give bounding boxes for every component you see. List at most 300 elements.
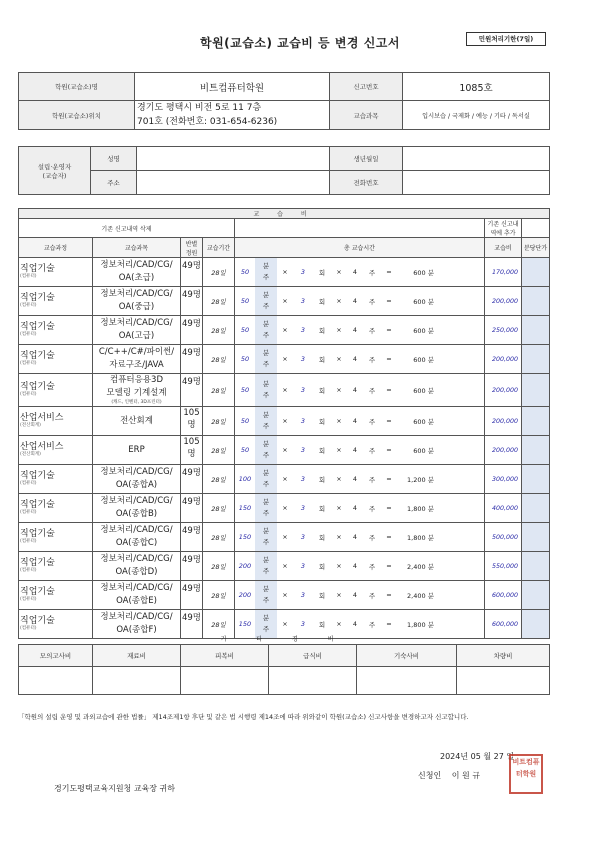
min-week-unit [255, 345, 277, 373]
unit-week: 주 [262, 302, 270, 310]
other-cost-header: 차량비 [457, 644, 550, 666]
unit-min: 분 [262, 262, 270, 270]
table-row [19, 436, 550, 465]
subject-label: 교습과목 [330, 101, 403, 130]
reg-no-label: 신고번호 [330, 73, 403, 101]
min-week-unit [255, 258, 277, 286]
min-week-unit [255, 552, 277, 580]
unit-week: 주 [262, 509, 270, 517]
times-sign: × [282, 504, 288, 512]
total-time-cell [235, 581, 485, 610]
unit-min: 분 [262, 527, 270, 535]
total-time-cell [235, 523, 485, 552]
tuition-section-title: 교 습 비 [19, 209, 550, 219]
times-sign: × [282, 533, 288, 541]
unit-price-cell [522, 552, 550, 581]
weeks-value: 4 [352, 446, 358, 454]
capacity-cell: 49명 [181, 345, 203, 374]
subject-line-1: C/C++/C#/파이썬/ [98, 347, 175, 357]
subject-line-2: OA(종합F) [116, 625, 157, 635]
process-cell [19, 523, 93, 552]
unit-min: 분 [262, 349, 270, 357]
subject-line-1: 정보처리/CAD/CG/ [100, 525, 173, 535]
subject-line-2: OA(종합A) [115, 480, 158, 490]
equals-sign: = [386, 268, 392, 276]
subject-note: (캐드, 인벤터, 3D프린터) [111, 400, 162, 405]
weeks-unit: 주 [368, 268, 376, 277]
mult-sign: × [336, 620, 342, 628]
process-name: 직업기술 [20, 558, 55, 568]
recipient: 경기도평택교육지원청 교육장 귀하 [54, 784, 176, 793]
period-cell: 28일 [203, 465, 235, 494]
subject-line-2: 자료구조/JAVA [109, 360, 164, 370]
unit-price-cell [522, 407, 550, 436]
min-week-unit [255, 287, 277, 315]
times-value: 3 [300, 504, 306, 512]
period-cell: 28일 [203, 494, 235, 523]
fee-cell: 200,000 [485, 374, 522, 407]
process-sub: (컴퓨터) [20, 361, 37, 366]
capacity-cell: 49명 [181, 523, 203, 552]
col-subject: 교습과목 [93, 238, 181, 258]
unit-week: 주 [262, 331, 270, 339]
unit-price-cell [522, 345, 550, 374]
times-unit: 회 [318, 591, 326, 600]
operator-role-text: 설립·운영자 (교습자) [37, 162, 72, 180]
minutes-value: 50 [240, 326, 250, 334]
subject-line-2: OA(종합D) [115, 567, 158, 577]
times-sign: × [282, 591, 288, 599]
min-week-unit [255, 523, 277, 551]
other-cost-value [457, 666, 550, 694]
process-sub: (컴퓨터) [20, 510, 37, 515]
fee-cell: 400,000 [485, 494, 522, 523]
weeks-value: 4 [352, 386, 358, 394]
table-row [19, 552, 550, 581]
weeks-unit: 주 [368, 504, 376, 513]
min-week-unit [255, 465, 277, 493]
equals-sign: = [386, 297, 392, 305]
add-existing-check [522, 219, 550, 238]
capacity-cell: 105명 [181, 436, 203, 465]
times-value: 3 [300, 326, 306, 334]
other-costs-table [18, 634, 550, 695]
unit-week: 주 [262, 567, 270, 575]
birth-field [403, 147, 550, 171]
unit-week: 주 [262, 360, 270, 368]
operator-info-table [18, 146, 550, 195]
unit-min: 분 [262, 291, 270, 299]
minutes-value: 50 [240, 417, 250, 425]
times-sign: × [282, 355, 288, 363]
weeks-unit: 주 [368, 562, 376, 571]
unit-price-cell [522, 494, 550, 523]
total-time-cell [235, 552, 485, 581]
process-name: 직업기술 [20, 264, 55, 274]
process-name: 직업기술 [20, 587, 55, 597]
page-title: 학원(교습소) 교습비 등 변경 신고서 [200, 36, 400, 50]
mult-sign: × [336, 417, 342, 425]
subject-line-2: OA(고급) [118, 331, 155, 341]
times-sign: × [282, 268, 288, 276]
process-name: 산업서비스 [20, 442, 64, 452]
process-name: 직업기술 [20, 322, 55, 332]
weeks-unit: 주 [368, 591, 376, 600]
delete-existing-check [235, 219, 485, 238]
subject-line-2: OA(종합C) [115, 538, 158, 548]
table-row [19, 345, 550, 374]
table-row [19, 316, 550, 345]
subject-line-1: 정보처리/CAD/CG/ [100, 496, 173, 506]
min-week-unit [255, 436, 277, 464]
times-unit: 회 [318, 417, 326, 426]
unit-price-cell [522, 581, 550, 610]
unit-price-cell [522, 436, 550, 465]
other-cost-header: 급식비 [269, 644, 357, 666]
subject-line-1: 정보처리/CAD/CG/ [100, 554, 173, 564]
unit-week: 주 [262, 422, 270, 430]
min-week-unit [255, 407, 277, 435]
period-cell: 28일 [203, 316, 235, 345]
equals-sign: = [386, 386, 392, 394]
unit-min: 분 [262, 320, 270, 328]
operator-address-label: 주소 [91, 171, 137, 195]
total-minutes: 1,800 분 [407, 620, 434, 629]
address-line-1: 경기도 평택시 비전 5로 11 7층 [137, 103, 262, 113]
process-name: 직업기술 [20, 382, 55, 392]
equals-sign: = [386, 475, 392, 483]
capacity-cell: 49명 [181, 552, 203, 581]
times-sign: × [282, 562, 288, 570]
unit-min: 분 [262, 556, 270, 564]
process-sub: (컴퓨터) [20, 597, 37, 602]
total-time-cell [235, 374, 485, 407]
mult-sign: × [336, 268, 342, 276]
total-minutes: 1,800 분 [407, 533, 434, 542]
min-week-unit [255, 374, 277, 406]
weeks-value: 4 [352, 533, 358, 541]
operator-role-label [19, 147, 91, 195]
times-unit: 회 [318, 533, 326, 542]
fee-cell: 600,000 [485, 581, 522, 610]
period-cell: 28일 [203, 581, 235, 610]
minutes-value: 50 [240, 355, 250, 363]
tuition-table [18, 208, 550, 639]
times-value: 3 [300, 355, 306, 363]
subject-line-2: OA(종합B) [115, 509, 158, 519]
statement-text: 「학원의 설립 운영 및 과외교습에 관한 법률」 제14조제1항 후단 및 같은 법 시행령 제14조에 따라 위와같이 학원(교습소) 신고사항을 변경하고자 신고합니다. [18, 713, 469, 721]
subject-cell [93, 552, 181, 581]
process-cell [19, 465, 93, 494]
unit-min: 분 [262, 585, 270, 593]
col-fee: 교습비 [485, 238, 522, 258]
applicant-label: 신청인 [418, 771, 442, 780]
process-cell [19, 258, 93, 287]
unit-week: 주 [262, 596, 270, 604]
mult-sign: × [336, 355, 342, 363]
capacity-cell: 49명 [181, 316, 203, 345]
weeks-value: 4 [352, 326, 358, 334]
weeks-unit: 주 [368, 355, 376, 364]
process-sub: (컴퓨터) [20, 481, 37, 486]
birth-label: 생년월일 [330, 147, 403, 171]
equals-sign: = [386, 591, 392, 599]
unit-week: 주 [262, 538, 270, 546]
total-minutes: 600 분 [413, 417, 434, 426]
times-value: 3 [300, 562, 306, 570]
process-sub: (컴퓨터) [20, 274, 37, 279]
unit-min: 분 [262, 498, 270, 506]
subject-cell [93, 465, 181, 494]
fee-cell: 300,000 [485, 465, 522, 494]
equals-sign: = [386, 355, 392, 363]
period-cell: 28일 [203, 552, 235, 581]
weeks-value: 4 [352, 562, 358, 570]
subject-line-1: 정보처리/CAD/CG/ [100, 260, 173, 270]
equals-sign: = [386, 326, 392, 334]
fee-cell: 170,000 [485, 258, 522, 287]
equals-sign: = [386, 620, 392, 628]
application-date: 2024년 05 월 27 일 [440, 752, 515, 761]
col-process: 교습과정 [19, 238, 93, 258]
times-sign: × [282, 446, 288, 454]
min-week-unit [255, 316, 277, 344]
period-cell: 28일 [203, 407, 235, 436]
times-unit: 회 [318, 562, 326, 571]
total-minutes: 2,400 분 [407, 591, 434, 600]
weeks-value: 4 [352, 417, 358, 425]
times-sign: × [282, 620, 288, 628]
total-minutes: 600 분 [413, 297, 434, 306]
operator-name-field [137, 147, 330, 171]
unit-min: 분 [262, 380, 270, 388]
weeks-unit: 주 [368, 620, 376, 629]
unit-week: 주 [262, 625, 270, 633]
total-time-cell [235, 407, 485, 436]
period-cell: 28일 [203, 436, 235, 465]
period-cell: 28일 [203, 523, 235, 552]
fee-cell: 200,000 [485, 345, 522, 374]
subject-line-1: 전산회계 [120, 415, 153, 426]
col-total-time: 총 교습시간 [235, 238, 485, 258]
table-row [19, 258, 550, 287]
period-cell: 28일 [203, 258, 235, 287]
subject-cell [93, 345, 181, 374]
fee-cell: 200,000 [485, 436, 522, 465]
weeks-value: 4 [352, 268, 358, 276]
weeks-unit: 주 [368, 475, 376, 484]
unit-price-cell [522, 374, 550, 407]
subject-line-1: 정보처리/CAD/CG/ [100, 612, 173, 622]
unit-price-cell [522, 465, 550, 494]
times-unit: 회 [318, 386, 326, 395]
process-cell [19, 581, 93, 610]
mult-sign: × [336, 533, 342, 541]
fee-cell: 200,000 [485, 287, 522, 316]
unit-min: 분 [262, 411, 270, 419]
phone-label: 전화번호 [330, 171, 403, 195]
subject-cell [93, 523, 181, 552]
equals-sign: = [386, 504, 392, 512]
other-cost-value [93, 666, 181, 694]
operator-address-field [137, 171, 330, 195]
times-value: 3 [300, 446, 306, 454]
times-sign: × [282, 475, 288, 483]
total-time-cell [235, 494, 485, 523]
other-cost-header: 모의고사비 [19, 644, 93, 666]
other-cost-header: 피복비 [181, 644, 269, 666]
weeks-unit: 주 [368, 297, 376, 306]
table-row [19, 465, 550, 494]
period-cell: 28일 [203, 610, 235, 639]
process-cell [19, 374, 93, 407]
other-cost-header: 재료비 [93, 644, 181, 666]
subject-line-1: 정보처리/CAD/CG/ [100, 583, 173, 593]
subject-line-2: OA(초급) [118, 273, 155, 283]
total-minutes: 2,400 분 [407, 562, 434, 571]
subject-line-2: OA(중급) [118, 302, 155, 312]
minutes-value: 150 [238, 620, 252, 628]
weeks-unit: 주 [368, 326, 376, 335]
academy-address [135, 101, 330, 130]
table-row [19, 494, 550, 523]
total-time-cell [235, 258, 485, 287]
process-sub: (전산회계) [20, 452, 41, 457]
capacity-cell: 49명 [181, 258, 203, 287]
reg-no-value: 1085호 [403, 73, 550, 101]
process-sub: (컴퓨터) [20, 539, 37, 544]
mult-sign: × [336, 562, 342, 570]
times-value: 3 [300, 591, 306, 599]
capacity-cell: 49명 [181, 610, 203, 639]
other-costs-title: 기 타 경 비 [220, 636, 348, 644]
subject-cell [93, 581, 181, 610]
mult-sign: × [336, 591, 342, 599]
total-minutes: 600 분 [413, 386, 434, 395]
weeks-unit: 주 [368, 417, 376, 426]
unit-week: 주 [262, 391, 270, 399]
total-minutes: 600 분 [413, 446, 434, 455]
process-name: 직업기술 [20, 529, 55, 539]
times-value: 3 [300, 297, 306, 305]
table-row [19, 407, 550, 436]
process-name: 직업기술 [20, 500, 55, 510]
table-row [19, 374, 550, 407]
times-unit: 회 [318, 620, 326, 629]
minutes-value: 50 [240, 268, 250, 276]
times-sign: × [282, 386, 288, 394]
capacity-cell: 49명 [181, 581, 203, 610]
subject-cell [93, 407, 181, 436]
equals-sign: = [386, 533, 392, 541]
capacity-cell: 49명 [181, 374, 203, 407]
subject-cell [93, 258, 181, 287]
equals-sign: = [386, 446, 392, 454]
unit-min: 분 [262, 440, 270, 448]
mult-sign: × [336, 297, 342, 305]
process-sub: (전산회계) [20, 423, 41, 428]
process-cell [19, 345, 93, 374]
subject-line-1: 정보처리/CAD/CG/ [100, 289, 173, 299]
total-minutes: 600 분 [413, 326, 434, 335]
unit-week: 주 [262, 480, 270, 488]
minutes-value: 50 [240, 386, 250, 394]
unit-week: 주 [262, 273, 270, 281]
weeks-value: 4 [352, 355, 358, 363]
minutes-value: 50 [240, 297, 250, 305]
subject-line-1: 컴퓨터응용3D [109, 375, 163, 385]
minutes-value: 50 [240, 446, 250, 454]
table-row [19, 287, 550, 316]
subject-line-1: 정보처리/CAD/CG/ [100, 318, 173, 328]
mult-sign: × [336, 504, 342, 512]
equals-sign: = [386, 417, 392, 425]
times-value: 3 [300, 417, 306, 425]
minutes-value: 150 [238, 533, 252, 541]
unit-price-cell [522, 258, 550, 287]
weeks-value: 4 [352, 297, 358, 305]
other-cost-value [269, 666, 357, 694]
times-unit: 회 [318, 355, 326, 364]
process-sub: (컴퓨터) [20, 332, 37, 337]
times-sign: × [282, 297, 288, 305]
table-row [19, 581, 550, 610]
times-value: 3 [300, 620, 306, 628]
other-cost-value [357, 666, 457, 694]
process-sub: (컴퓨터) [20, 392, 37, 397]
applicant-name: 이 원 규 [451, 771, 481, 780]
times-unit: 회 [318, 326, 326, 335]
mult-sign: × [336, 475, 342, 483]
weeks-unit: 주 [368, 446, 376, 455]
weeks-value: 4 [352, 475, 358, 483]
delete-existing-label: 기존 신고내역 삭제 [19, 219, 235, 238]
operator-name-label: 성명 [91, 147, 137, 171]
total-time-cell [235, 465, 485, 494]
table-row [19, 523, 550, 552]
mult-sign: × [336, 386, 342, 394]
period-cell: 28일 [203, 345, 235, 374]
process-name: 산업서비스 [20, 413, 64, 423]
process-name: 직업기술 [20, 351, 55, 361]
fee-cell: 550,000 [485, 552, 522, 581]
process-cell [19, 494, 93, 523]
times-value: 3 [300, 533, 306, 541]
subject-line-1: 정보처리/CAD/CG/ [100, 467, 173, 477]
process-name: 직업기술 [20, 616, 55, 626]
times-unit: 회 [318, 268, 326, 277]
process-cell [19, 436, 93, 465]
other-cost-value [181, 666, 269, 694]
total-minutes: 600 분 [413, 268, 434, 277]
total-time-cell [235, 345, 485, 374]
subject-line-2: 모델링 기계설계 [106, 388, 167, 398]
process-cell [19, 316, 93, 345]
academy-info-table [18, 72, 550, 130]
weeks-value: 4 [352, 504, 358, 512]
total-minutes: 600 분 [413, 355, 434, 364]
times-value: 3 [300, 475, 306, 483]
weeks-unit: 주 [368, 386, 376, 395]
total-time-cell [235, 316, 485, 345]
fee-cell: 250,000 [485, 316, 522, 345]
capacity-cell: 105명 [181, 407, 203, 436]
equals-sign: = [386, 562, 392, 570]
minutes-value: 200 [238, 562, 252, 570]
process-cell [19, 407, 93, 436]
subject-cell [93, 287, 181, 316]
col-capacity-text: 반별 정원 [185, 240, 198, 257]
